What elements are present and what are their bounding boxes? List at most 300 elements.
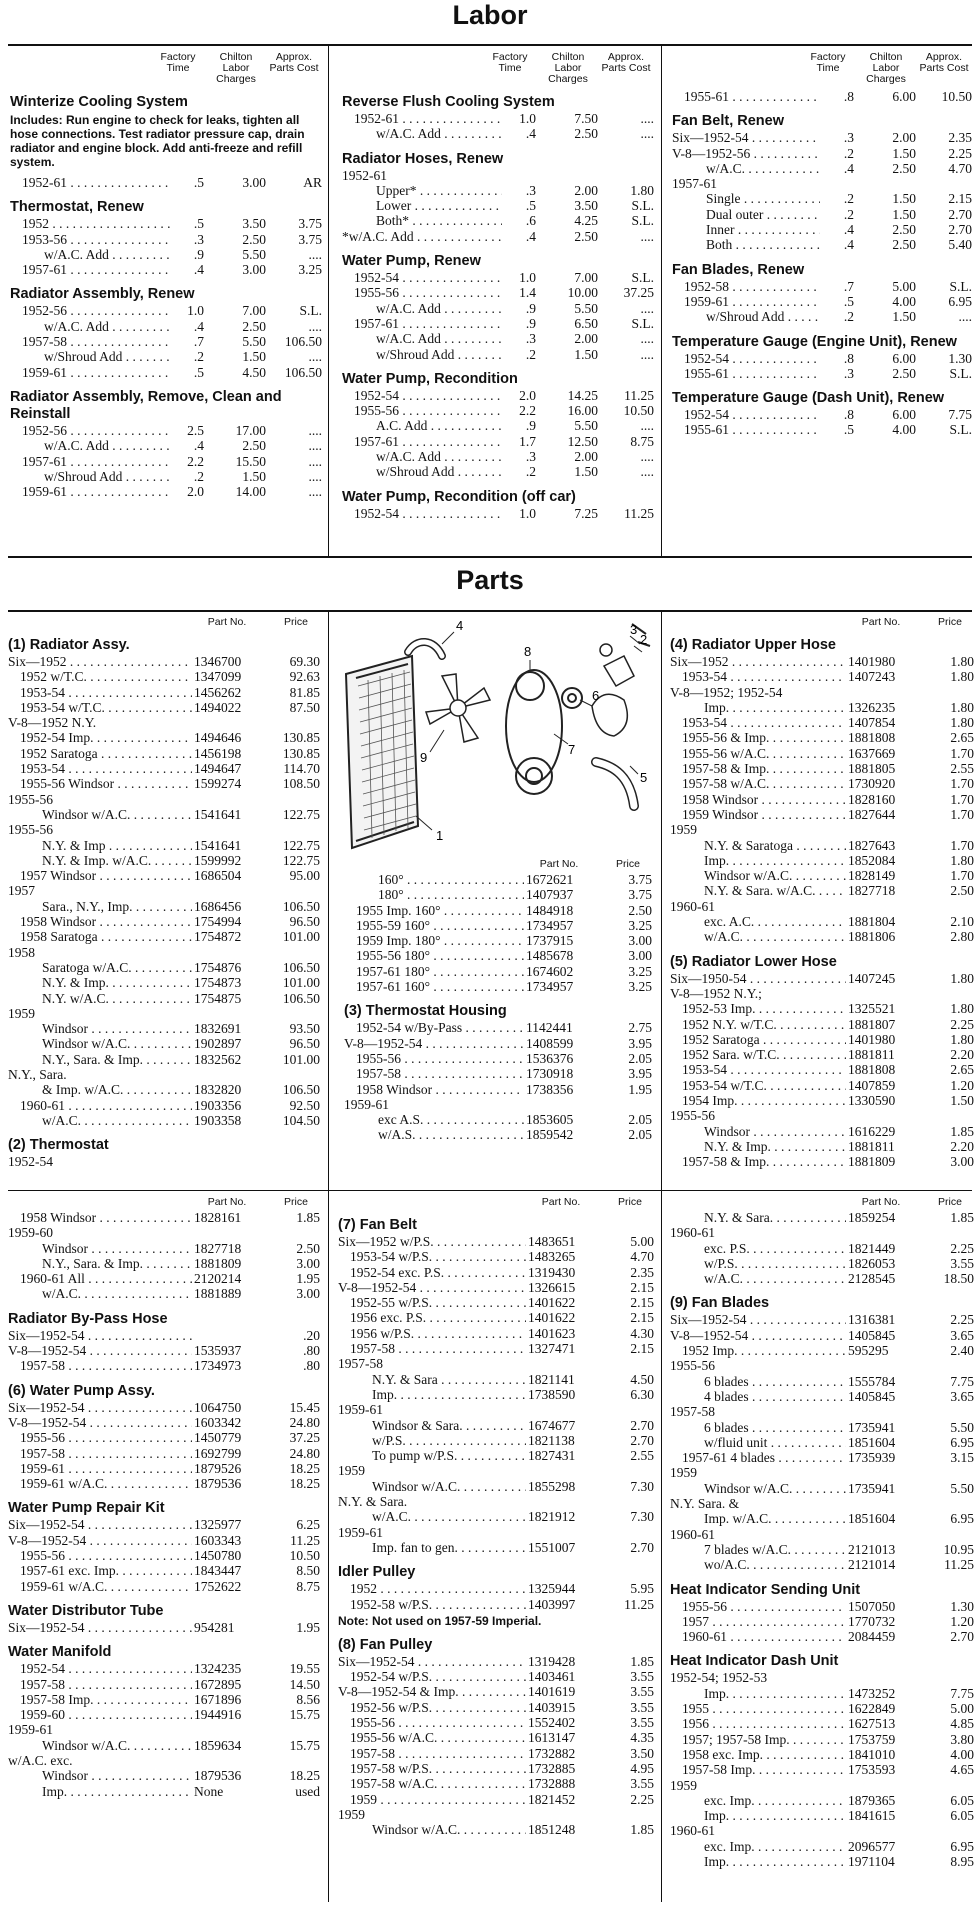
labor-charge-value: 2.50 (892, 365, 916, 381)
part-item-label: N.Y., Sara. & Imp. . . . (8, 1256, 192, 1271)
part-row (670, 746, 974, 761)
part-item-label: Windsor w/A.C. . . . (8, 1738, 192, 1753)
part-row (670, 1078, 974, 1093)
labor-row (342, 388, 654, 403)
part-number: 1879536 (194, 1476, 242, 1492)
part-item-label: 6 blades . . . (670, 1420, 846, 1435)
part-item-label: V-8—1952-54 & Imp. . . . (338, 1684, 526, 1699)
part-row (670, 1032, 974, 1047)
part-row (8, 868, 320, 883)
part-number: 1483651 (528, 1234, 576, 1249)
parts-cost-value: 37.25 (623, 285, 654, 301)
part-number: 1821452 (528, 1791, 576, 1807)
labor-row (672, 294, 972, 309)
part-row (8, 1400, 320, 1415)
part-number: 1881811 (848, 1138, 895, 1154)
year-group-label: 1955-56 (670, 1108, 715, 1124)
part-number: 1754875 (194, 990, 242, 1006)
part-price: 1.85 (630, 1653, 654, 1669)
part-item-label: 1958 Windsor . . . (670, 792, 846, 807)
part-item-label: N.Y. & Imp . . . (8, 838, 192, 853)
part-number: 1881811 (848, 1047, 895, 1063)
part-price: 3.50 (630, 1745, 654, 1761)
part-item-label: 1955 . . . (670, 1701, 846, 1716)
parts-cost-value: .... (640, 126, 654, 142)
year-group-label: 1957-58 (338, 1356, 383, 1372)
part-row (8, 654, 320, 669)
labor-item-label: 1955-61 . . . (672, 422, 820, 437)
part-item-label: 1953-54 . . . (670, 669, 846, 684)
part-number: 1319428 (528, 1653, 576, 1669)
part-price: 101.00 (282, 975, 320, 991)
part-row (670, 1154, 974, 1169)
header-factory-time: Factory Time (810, 52, 846, 74)
part-number: 1859254 (848, 1210, 896, 1225)
labor-charge-value: 2.00 (892, 130, 916, 146)
parts-cost-value: .... (640, 464, 654, 480)
labor-item-label: w/Shroud Add . . . (672, 309, 820, 324)
part-price: 1.95 (296, 1619, 320, 1635)
parts-cost-value: S.L. (631, 213, 654, 229)
part-price: 24.80 (289, 1414, 320, 1430)
labor-charge-value: 2.50 (892, 160, 916, 176)
parts-cost-value: S.L. (631, 315, 654, 331)
part-number: 1405845 (848, 1388, 896, 1404)
part-row (8, 1738, 320, 1753)
part-row (8, 1517, 320, 1532)
year-group-label: 1959-61 (344, 1096, 389, 1112)
part-price: 3.55 (630, 1699, 654, 1715)
labor-charge-value: 16.00 (567, 403, 598, 419)
part-number: 1851604 (848, 1511, 896, 1527)
part-price: 1.80 (950, 970, 974, 986)
part-item-label: 1957-58 . . . (8, 1677, 192, 1692)
factory-time-value: 2.2 (519, 403, 536, 419)
part-item-label: w/A.C. . . . (670, 929, 846, 944)
parts-cost-value: 3.25 (298, 262, 322, 278)
part-number: 1401622 (528, 1295, 576, 1311)
header-parts-cost: Approx. Parts Cost (919, 52, 969, 74)
part-price: 1.70 (950, 837, 974, 853)
part-item-label: Six—1952-54 . . . (8, 1328, 192, 1343)
labor-row (10, 334, 322, 349)
part-row (670, 1241, 974, 1256)
labor-row (672, 407, 972, 422)
part-item-label: N.Y. & Sara. w/A.C. . . . (670, 883, 846, 898)
part-price: 101.00 (282, 929, 320, 945)
labor-column-3 (672, 52, 972, 552)
labor-item-label: 1959-61 . . . (672, 294, 820, 309)
operation-heading: Water Pump, Recondition (off car) (342, 488, 576, 505)
part-row (670, 1343, 974, 1358)
labor-row (342, 183, 654, 198)
part-price: 14.50 (289, 1676, 320, 1692)
part-number: 1672895 (194, 1676, 242, 1692)
part-item-label: 1952-54 Imp. . . . (8, 730, 192, 745)
part-price: 3.55 (950, 1255, 974, 1271)
part-number: 1732882 (528, 1745, 576, 1761)
operation-heading: Radiator Hoses, Renew (342, 150, 504, 167)
parts-cost-value: 3.75 (298, 231, 322, 247)
part-price: 18.50 (943, 1271, 974, 1287)
part-row (670, 669, 974, 684)
labor-row (672, 222, 972, 237)
labor-row (342, 270, 654, 285)
part-number: 1485678 (526, 948, 574, 964)
part-item-label: 1957-58 & Imp. . . . (670, 761, 846, 776)
part-row (670, 1793, 974, 1808)
part-number: 1613147 (528, 1730, 576, 1746)
part-item-label: V-8—1952-54 . . . (8, 1533, 192, 1548)
part-row (670, 1854, 974, 1869)
part-row (670, 1124, 974, 1139)
labor-column-header (10, 52, 322, 85)
part-price: 7.75 (950, 1685, 974, 1701)
factory-time-value: .6 (525, 213, 536, 229)
labor-item-label: 1952-61 . . . (342, 111, 502, 126)
part-row (344, 1036, 652, 1051)
part-price: 1.70 (950, 745, 974, 761)
labor-row (672, 207, 972, 222)
part-number: 1734957 (526, 979, 574, 995)
part-item-label: 1956 . . . (670, 1716, 846, 1731)
part-heading: Radiator By-Pass Hose (8, 1310, 168, 1327)
part-row (338, 1448, 654, 1463)
part-item-label: Imp. . . . (670, 853, 846, 868)
part-row (8, 1415, 320, 1430)
labor-charge-value: 1.50 (892, 309, 916, 325)
operation-heading: Thermostat, Renew (10, 199, 144, 216)
labor-row (10, 438, 322, 453)
part-number: 1401619 (528, 1684, 576, 1700)
part-number: 1616229 (848, 1123, 896, 1139)
part-item-label: 160° . . . (344, 872, 524, 887)
part-row (8, 1563, 320, 1578)
part-row (670, 1389, 974, 1404)
part-row (670, 1139, 974, 1154)
labor-row (342, 331, 654, 346)
part-number: 1674677 (528, 1417, 576, 1433)
factory-time-value: .3 (843, 365, 854, 381)
part-item-label: 1952 Saratoga . . . (670, 1032, 846, 1047)
labor-item-label: 1952 . . . (10, 216, 170, 231)
part-price: 2.15 (630, 1295, 654, 1311)
labor-charge-value: 1.50 (892, 191, 916, 207)
part-item-label: wo/A.C. . . . (670, 1557, 846, 1572)
part-row (8, 1271, 320, 1286)
part-number: 1841615 (848, 1808, 896, 1824)
part-price: 130.85 (282, 745, 320, 761)
divider (328, 612, 329, 1902)
part-price: 4.30 (630, 1325, 654, 1341)
part-item-label: 1959-61 w/A.C. . . . (8, 1579, 192, 1594)
header-part-no: Part No. (541, 1196, 581, 1208)
part-row (8, 1661, 320, 1676)
part-row (338, 1310, 654, 1325)
part-price: 3.65 (950, 1327, 974, 1343)
part-row (8, 1286, 320, 1301)
part-row (338, 1479, 654, 1494)
part-number: 1881808 (848, 1062, 896, 1078)
parts-cost-value: .... (640, 228, 654, 244)
year-group-label: 1959-60 (8, 1225, 53, 1241)
part-row (8, 1082, 320, 1097)
part-number: 1450780 (194, 1548, 242, 1564)
part-item-label: 1957 . . . (670, 1614, 846, 1629)
part-price: 8.50 (296, 1563, 320, 1579)
factory-time-value: .5 (193, 364, 204, 380)
part-item-label: w/A.C. . . . (670, 1271, 846, 1286)
part-price: .20 (303, 1327, 320, 1343)
part-price: 1.95 (628, 1081, 652, 1097)
part-price: 106.50 (282, 898, 320, 914)
part-row (344, 903, 652, 918)
labor-item-label: 1957-61 . . . (10, 454, 170, 469)
part-item-label: w/A.C. . . . (338, 1509, 526, 1524)
part-price: 4.70 (630, 1249, 654, 1265)
part-item-label: 1959-60 . . . (8, 1707, 192, 1722)
part-item-label: Windsor . . . (8, 1241, 192, 1256)
year-group-label: 1952-61 (342, 167, 387, 183)
part-item-label: N.Y., Sara. & Imp. . . . (8, 1052, 192, 1067)
operation-heading: Reverse Flush Cooling System (342, 94, 555, 110)
part-number: 1735941 (848, 1419, 896, 1435)
parts-column-header (670, 1196, 974, 1208)
labor-column-header (672, 52, 972, 85)
parts-cost-value: 10.50 (941, 89, 972, 104)
part-number: 1405845 (848, 1327, 896, 1343)
parts-column-6 (670, 1196, 974, 1902)
labor-item-label: w/Shroud Add . . . (342, 464, 502, 479)
labor-item-label: w/A.C. Add . . . (342, 301, 502, 316)
part-number: 1324235 (194, 1661, 242, 1677)
part-price: 3.25 (628, 917, 652, 933)
part-number: 1730918 (526, 1066, 574, 1082)
part-row (670, 1047, 974, 1062)
part-number: 1881807 (848, 1016, 896, 1032)
part-number: 1841010 (848, 1746, 896, 1762)
header-labor-charges: Chilton Labor Charges (548, 52, 588, 85)
part-heading: (7) Fan Belt (338, 1217, 417, 1233)
parts-cost-value: 11.25 (624, 387, 654, 403)
operation-heading: Winterize Cooling System (10, 94, 188, 110)
part-item-label: 6 blades . . . (670, 1374, 846, 1389)
factory-time-value: .3 (843, 130, 854, 146)
part-number: 1827718 (848, 883, 896, 899)
part-row (670, 1686, 974, 1701)
part-heading: Water Distributor Tube (8, 1602, 164, 1619)
labor-column-header (342, 52, 654, 85)
part-item-label: Windsor w/A.C. . . . (338, 1479, 526, 1494)
factory-time-value: .4 (525, 228, 536, 244)
part-row (8, 1579, 320, 1594)
part-item-label: exc. P.S. . . . (670, 1241, 846, 1256)
part-price: 122.75 (282, 806, 320, 822)
operation-heading: Temperature Gauge (Engine Unit), Renew (672, 333, 957, 350)
part-number: 1859634 (194, 1737, 242, 1753)
parts-cost-value: 2.15 (948, 191, 972, 207)
part-price: 1.20 (950, 1613, 974, 1629)
part-row (670, 1716, 974, 1731)
part-item-label: 1952 N.Y. w/T.C. . . . (670, 1017, 846, 1032)
labor-column-1 (10, 52, 322, 552)
part-number: 1881809 (194, 1255, 242, 1271)
part-item-label: 1952 Sara. w/T.C. . . . (670, 1047, 846, 1062)
part-row (338, 1509, 654, 1524)
part-item-label: 1957-58 . . . (344, 1066, 524, 1081)
part-number: 2121013 (848, 1541, 896, 1557)
part-row (8, 807, 320, 822)
labor-charge-value: 15.50 (235, 453, 266, 469)
year-group-label: N.Y. Sara. & (670, 1496, 740, 1512)
part-number: 1881809 (848, 1154, 896, 1170)
part-heading: (5) Radiator Lower Hose (670, 953, 837, 970)
labor-item-label: 1953-56 . . . (10, 232, 170, 247)
part-number: 2121014 (848, 1557, 896, 1573)
part-number: 1738356 (526, 1081, 574, 1097)
part-number: 1827644 (848, 806, 896, 822)
part-number: 1407854 (848, 715, 896, 731)
part-number: 1403461 (528, 1669, 576, 1685)
part-price: 6.95 (950, 1511, 974, 1527)
part-price: 37.25 (289, 1430, 320, 1446)
factory-time-value: .4 (843, 237, 854, 253)
part-row (8, 1343, 320, 1358)
labor-charge-value: 5.50 (574, 418, 598, 434)
labor-charge-value: 4.00 (892, 422, 916, 438)
part-row (8, 1241, 320, 1256)
part-number: 1828149 (848, 868, 896, 884)
part-number: 1456262 (194, 684, 242, 700)
part-item-label: 1952-56 w/P.S. . . . (338, 1700, 526, 1715)
part-number: 1732888 (528, 1776, 576, 1792)
part-row (338, 1792, 654, 1807)
parts-column-3 (670, 616, 974, 1188)
part-price: 10.50 (289, 1548, 320, 1564)
part-number: 1551007 (528, 1539, 576, 1555)
part-row (338, 1761, 654, 1776)
part-number: 1737915 (526, 933, 574, 949)
part-number: 1879536 (194, 1768, 242, 1784)
labor-item-label: w/A.C. Add . . . (10, 319, 170, 334)
callout-6: 6 (592, 688, 600, 703)
part-number: 1732885 (528, 1760, 576, 1776)
part-row (670, 730, 974, 745)
part-number: 1735939 (848, 1450, 896, 1466)
year-group-label: 1959-61 (338, 1402, 383, 1418)
part-price: 3.75 (628, 872, 652, 887)
part-item-label: Six—1952-54 . . . (670, 1312, 846, 1327)
part-item-label: Imp. . . . (338, 1387, 526, 1402)
factory-time-value: .8 (843, 350, 854, 366)
part-number: 1407245 (848, 970, 896, 986)
header-parts-cost: Approx. Parts Cost (269, 52, 319, 74)
part-item-label: 1957 Windsor . . . (8, 868, 192, 883)
labor-charge-value: 5.00 (892, 278, 916, 294)
part-item-label: 1957-58 & Imp. . . . (670, 1154, 846, 1169)
labor-item-label: 1957-61 . . . (10, 262, 170, 277)
part-price: 7.30 (630, 1478, 654, 1494)
part-price: 6.25 (296, 1517, 320, 1533)
labor-row (10, 319, 322, 334)
part-row (670, 1256, 974, 1271)
part-row (8, 761, 320, 776)
part-row (338, 1669, 654, 1684)
part-price: 2.05 (628, 1112, 652, 1128)
labor-row (10, 454, 322, 469)
labor-item-label: w/Shroud Add . . . (10, 349, 170, 364)
part-row (338, 1265, 654, 1280)
part-item-label: Windsor w/A.C. . . . (8, 1036, 192, 1051)
part-number: 1494022 (194, 699, 242, 715)
year-group-label: 1957-61 (672, 176, 717, 192)
part-price: 106.50 (282, 1082, 320, 1098)
part-item-label: 1952-55 w/P.S. . . . (338, 1295, 526, 1310)
year-group-label: 1960-61 (670, 898, 715, 914)
part-heading: (1) Radiator Assy. (8, 637, 130, 653)
labor-charge-value: 2.50 (242, 438, 266, 454)
part-number: 1456198 (194, 745, 242, 761)
part-price: 104.50 (282, 1112, 320, 1128)
part-row (8, 669, 320, 684)
part-number: 1735941 (848, 1480, 896, 1496)
part-number: 1326235 (848, 699, 896, 715)
part-number: 1843447 (194, 1563, 242, 1579)
labor-item-label: Both* . . . (342, 213, 502, 228)
part-number: 1944916 (194, 1707, 242, 1723)
labor-row (672, 161, 972, 176)
part-heading: (9) Fan Blades (670, 1295, 770, 1312)
part-row (670, 1542, 974, 1557)
labor-item-label: 1952-56 . . . (10, 423, 170, 438)
year-group-label: 1960-61 (670, 1526, 715, 1542)
labor-charge-value: 4.50 (242, 364, 266, 380)
factory-time-value: .4 (193, 438, 204, 454)
part-row (344, 933, 652, 948)
parts-cost-value: S.L. (631, 270, 654, 286)
part-number: 1535937 (194, 1343, 242, 1359)
part-price: used (295, 1783, 320, 1799)
labor-charge-value: 2.50 (242, 318, 266, 334)
part-item-label: Six—1952 . . . (8, 654, 192, 669)
factory-time-value: .2 (843, 145, 854, 161)
factory-time-value: 1.0 (519, 270, 536, 286)
part-number: 1770732 (848, 1613, 896, 1629)
part-item-label: Six—1952-54 . . . (8, 1400, 192, 1415)
part-item-label: V-8—1952-54 . . . (8, 1343, 192, 1358)
labor-charge-value: 2.00 (574, 182, 598, 198)
parts-cost-value: 7.75 (948, 407, 972, 423)
part-row (670, 792, 974, 807)
labor-charge-value: 5.50 (242, 246, 266, 262)
part-item-label: Six—1952-54 . . . (8, 1517, 192, 1532)
labor-item-label: w/A.C. Add . . . (10, 438, 170, 453)
factory-time-value: 1.0 (519, 111, 536, 126)
labor-row (10, 365, 322, 380)
part-price: 108.50 (282, 776, 320, 792)
part-price: 101.00 (282, 1051, 320, 1067)
part-number: 1881808 (848, 730, 896, 746)
part-row (338, 1746, 654, 1761)
labor-charge-value: 1.50 (574, 346, 598, 362)
labor-row (672, 279, 972, 294)
factory-time-value: .8 (843, 89, 854, 104)
header-price: Price (616, 858, 640, 870)
year-group-label: 1957 (8, 883, 35, 899)
part-price: 11.25 (290, 1532, 320, 1548)
part-item-label: 1952-53 Imp. . . . (670, 1001, 846, 1016)
labor-row (342, 506, 654, 521)
